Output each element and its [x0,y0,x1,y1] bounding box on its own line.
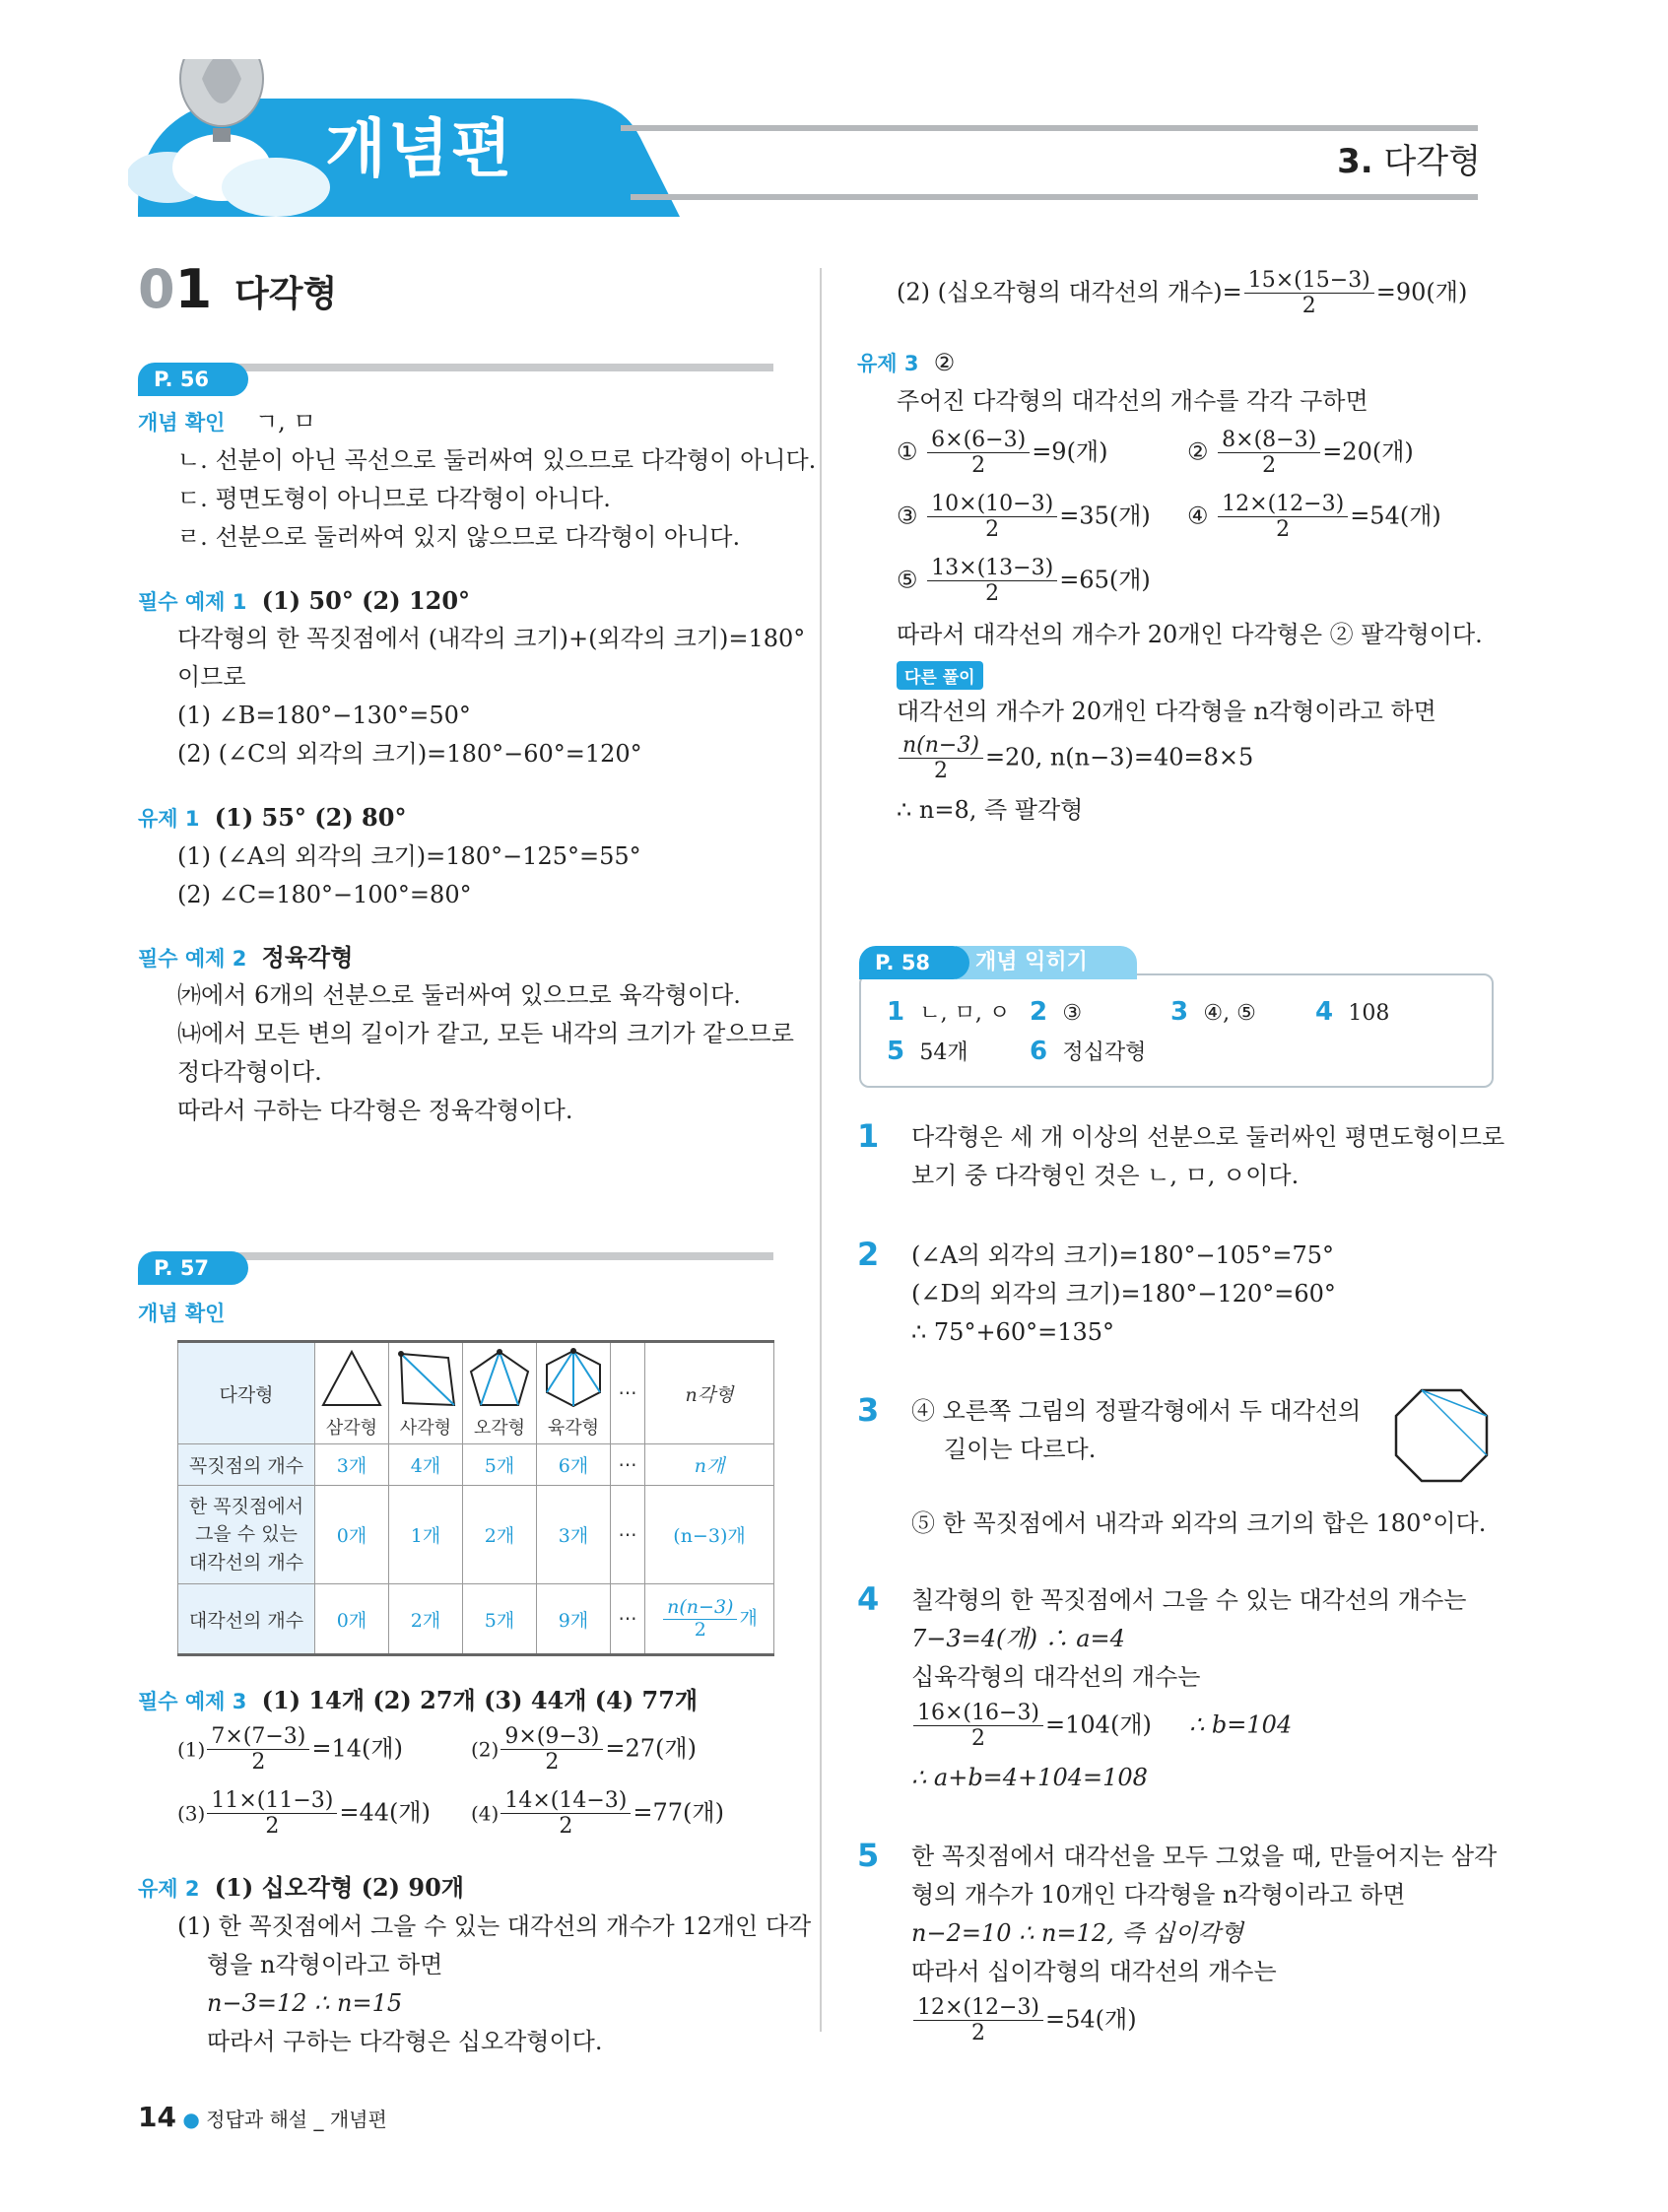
chapter-title: 다각형 [1383,142,1481,181]
ex1-answer: (1) 50° (2) 120° [261,586,471,615]
q1-number: 1 [857,1117,880,1155]
box-item-5: 5 54개 [887,1037,968,1066]
ex1-line-4: (2) (∠C의 외각의 크기)=180°−60°=120° [177,740,642,768]
q3-line-2: 길이는 다르다. [944,1436,1097,1463]
ex3-item-1: (1) $\frac{7\times(7-3)}{2}$ =14(개) [177,1724,403,1776]
y2-part2: (2) (십오각형의 대각선의 개수)= $\frac{15\times(15-3)}{2}$ =90(개) [897,268,1468,319]
check-label: 개념 확인 [138,411,226,435]
q3-number: 3 [857,1391,880,1429]
q4-line-5: ∴ a+b=4+104=108 [911,1764,1148,1791]
octagon-figure [1393,1387,1490,1484]
ex1-label: 필수 예제 1 [138,590,247,614]
p58-tab: P. 58 [859,946,969,979]
ex1-line-1: 다각형의 한 꼭짓점에서 (내각의 크기)+(외각의 크기)=180° [177,625,806,652]
q4-line-1: 칠각형의 한 꼭짓점에서 그을 수 있는 대각선의 개수는 [911,1586,1467,1614]
q3-line-1: ④ 오른쪽 그림의 정팔각형에서 두 대각선의 [911,1397,1362,1425]
ex1-line-3: (1) ∠B=180°−130°=50° [177,702,471,729]
check-line-1: ㄴ. 선분이 아닌 곡선으로 둘러싸여 있으므로 다각형이 아니다. [177,446,817,474]
y2-line-2: 형을 n각형이라고 하면 [207,1951,443,1978]
y1-answer: (1) 55° (2) 80° [214,803,407,832]
check2-label: 개념 확인 [138,1302,226,1325]
table-shape-triangle: 삼각형 [315,1342,389,1444]
y2-line-1: (1) 한 꼭짓점에서 그을 수 있는 대각선의 개수가 12개인 다각 [177,1912,812,1940]
table-shape-hexagon: 육각형 [537,1342,611,1444]
y3-intro: 주어진 다각형의 대각선의 개수를 각각 구하면 [897,387,1368,415]
ex2-answer: 정육각형 [261,943,354,972]
y3-conclusion: 따라서 대각선의 개수가 20개인 다각형은 ② 팔각형이다. [897,621,1483,648]
hexagon-icon [541,1348,606,1409]
y3-item-2: ② $\frac{8\times(8-3)}{2}$ =20(개) [1187,428,1414,479]
p57-tab: P. 57 [138,1251,248,1285]
ex2-line-3: 정다각형이다. [177,1058,322,1086]
ex3-label: 필수 예제 3 [138,1690,247,1713]
q3-line-3: ⑤ 한 꼭짓점에서 내각과 외각의 크기의 합은 180°이다. [911,1509,1487,1537]
p56-tab: P. 56 [138,363,248,396]
ex2-line-4: 따라서 구하는 다각형은 정육각형이다. [177,1097,573,1124]
ex3-item-4: (4) $\frac{14\times(14-3)}{2}$ =77(개) [471,1788,724,1840]
q5-line-5: $\frac{12\times(12-3)}{2}$ =54(개) [911,1995,1137,2046]
bullet-icon: ● [182,2108,200,2131]
chapter-heading [1337,134,1481,182]
ex3-answer: (1) 14개 (2) 27개 (3) 44개 (4) 77개 [261,1686,699,1714]
chapter-number: 3. [1337,142,1373,181]
p56-rule [177,364,773,371]
check-line-3: ㄹ. 선분으로 둘러싸여 있지 않으므로 다각형이 아니다. [177,523,741,551]
p57-rule [177,1252,773,1260]
y3-item-1: ① $\frac{6\times(6-3)}{2}$ =9(개) [897,428,1108,479]
q2-line-1: (∠A의 외각의 크기)=180°−105°=75° [911,1241,1335,1269]
table-dots: ⋯ [611,1342,645,1444]
box-item-4: 4 108 [1315,997,1390,1027]
box-item-6: 6 정십각형 [1030,1037,1147,1066]
box-item-2: 2 ③ [1030,997,1083,1027]
check-line-2: ㄷ. 평면도형이 아니므로 다각형이 아니다. [177,485,611,512]
q1-line-2: 보기 중 다각형인 것은 ㄴ, ㅁ, ㅇ이다. [911,1162,1300,1189]
ex2-label: 필수 예제 2 [138,947,247,971]
box-item-1: 1 ㄴ, ㅁ, ㅇ [887,997,1011,1027]
y3-label: 유제 3 [857,352,919,375]
alt-line-3: ∴ n=8, 즉 팔각형 [897,796,1084,824]
y1-label: 유제 1 [138,807,200,831]
table-ngon: n각형 [645,1342,774,1444]
y3-answer: ② [933,349,956,376]
box-item-3: 3 ④, ⑤ [1170,997,1256,1027]
alt-line-2: $\frac{n(n-3)}{2}$ =20, n(n−3)=40=8×5 [897,733,1253,784]
section-number: 01 [138,258,213,320]
table-row-head: 대각선의 개수 [178,1584,315,1655]
p58-answer-box [859,973,1494,1088]
ex1-line-2: 이므로 [177,663,246,691]
q4-line-2: 7−3=4(개) ∴ a=4 [911,1625,1125,1652]
y3-item-4: ④ $\frac{12\times(12-3)}{2}$ =54(개) [1187,492,1441,543]
q5-line-3: n−2=10 ∴ n=12, 즉 십이각형 [911,1919,1243,1947]
y3-item-3: ③ $\frac{10\times(10-3)}{2}$ =35(개) [897,492,1151,543]
quadrilateral-icon [393,1348,458,1409]
y1-line-1: (1) (∠A의 외각의 크기)=180°−125°=55° [177,842,641,870]
q2-line-3: ∴ 75°+60°=135° [911,1318,1115,1346]
banner-title: 개념편 [325,113,514,186]
q4-number: 4 [857,1580,880,1618]
q5-line-1: 한 꼭짓점에서 대각선을 모두 그었을 때, 만들어지는 삼각 [911,1843,1498,1870]
y2-answer: (1) 십오각형 (2) 90개 [214,1873,464,1902]
alt-solution-badge: 다른 풀이 [897,661,983,690]
q5-number: 5 [857,1837,880,1874]
alt-line-1: 대각선의 개수가 20개인 다각형을 n각형이라고 하면 [897,698,1436,725]
p58-title-tab: 개념 익히기 [956,946,1137,979]
ex3-item-3: (3) $\frac{11\times(11-3)}{2}$ =44(개) [177,1788,431,1840]
table-shape-pentagon: 오각형 [463,1342,537,1444]
y2-line-4: 따라서 구하는 다각형은 십오각형이다. [207,2028,603,2055]
table-row-head: 한 꼭짓점에서 그을 수 있는 대각선의 개수 [178,1486,315,1584]
section-title: 다각형 [234,274,338,314]
table-row-head: 꼭짓점의 개수 [178,1444,315,1486]
page-footer [138,2101,387,2133]
y2-label: 유제 2 [138,1877,200,1901]
column-divider [820,268,822,2032]
check-answer: ㄱ, ㅁ [254,408,316,436]
y3-item-5: ⑤ $\frac{13\times(13-3)}{2}$ =65(개) [897,556,1151,607]
y2-line-3: n−3=12 ∴ n=15 [207,1989,403,2017]
triangle-icon [319,1348,384,1409]
ex2-line-2: ㈏에서 모든 변의 길이가 같고, 모든 내각의 크기가 같으므로 [177,1020,794,1047]
page-number: 14 [138,2101,176,2133]
pentagon-icon [467,1348,532,1409]
q5-line-2: 형의 개수가 10개인 다각형을 n각형이라고 하면 [911,1881,1406,1909]
footer-text: 정답과 해설 _ 개념편 [206,2108,387,2131]
q1-line-1: 다각형은 세 개 이상의 선분으로 둘러싸인 평면도형이므로 [911,1123,1505,1151]
table-shape-quadrilateral: 사각형 [389,1342,463,1444]
q4-line-4: $\frac{16\times(16-3)}{2}$ =104(개) ∴ b=104 [911,1701,1292,1752]
q2-number: 2 [857,1236,880,1273]
q2-line-2: (∠D의 외각의 크기)=180°−120°=60° [911,1280,1336,1307]
ex2-line-1: ㈎에서 6개의 선분으로 둘러싸여 있으므로 육각형이다. [177,981,741,1009]
ex3-item-2: (2) $\frac{9\times(9-3)}{2}$ =27(개) [471,1724,697,1776]
y1-line-2: (2) ∠C=180°−100°=80° [177,881,472,908]
q5-line-4: 따라서 십이각형의 대각선의 개수는 [911,1958,1277,1985]
q4-line-3: 십육각형의 대각선의 개수는 [911,1663,1201,1691]
polygon-table: 다각형 삼각형 사각형 오각형 육각형 ⋯ n각형 꼭짓점의 개수 3개 4개 5개 6개 ⋯ n개 한 꼭짓점에서 그을 수 있는 대각선의 개수 0개 1개 2개 3개 ⋯ (n−3)개 대각선의 개수 0개 2개 5개 9개 ⋯ $\frac{n(n-3)}{2}$ 개 [177,1340,774,1656]
table-col-polygon: 다각형 [178,1342,315,1444]
